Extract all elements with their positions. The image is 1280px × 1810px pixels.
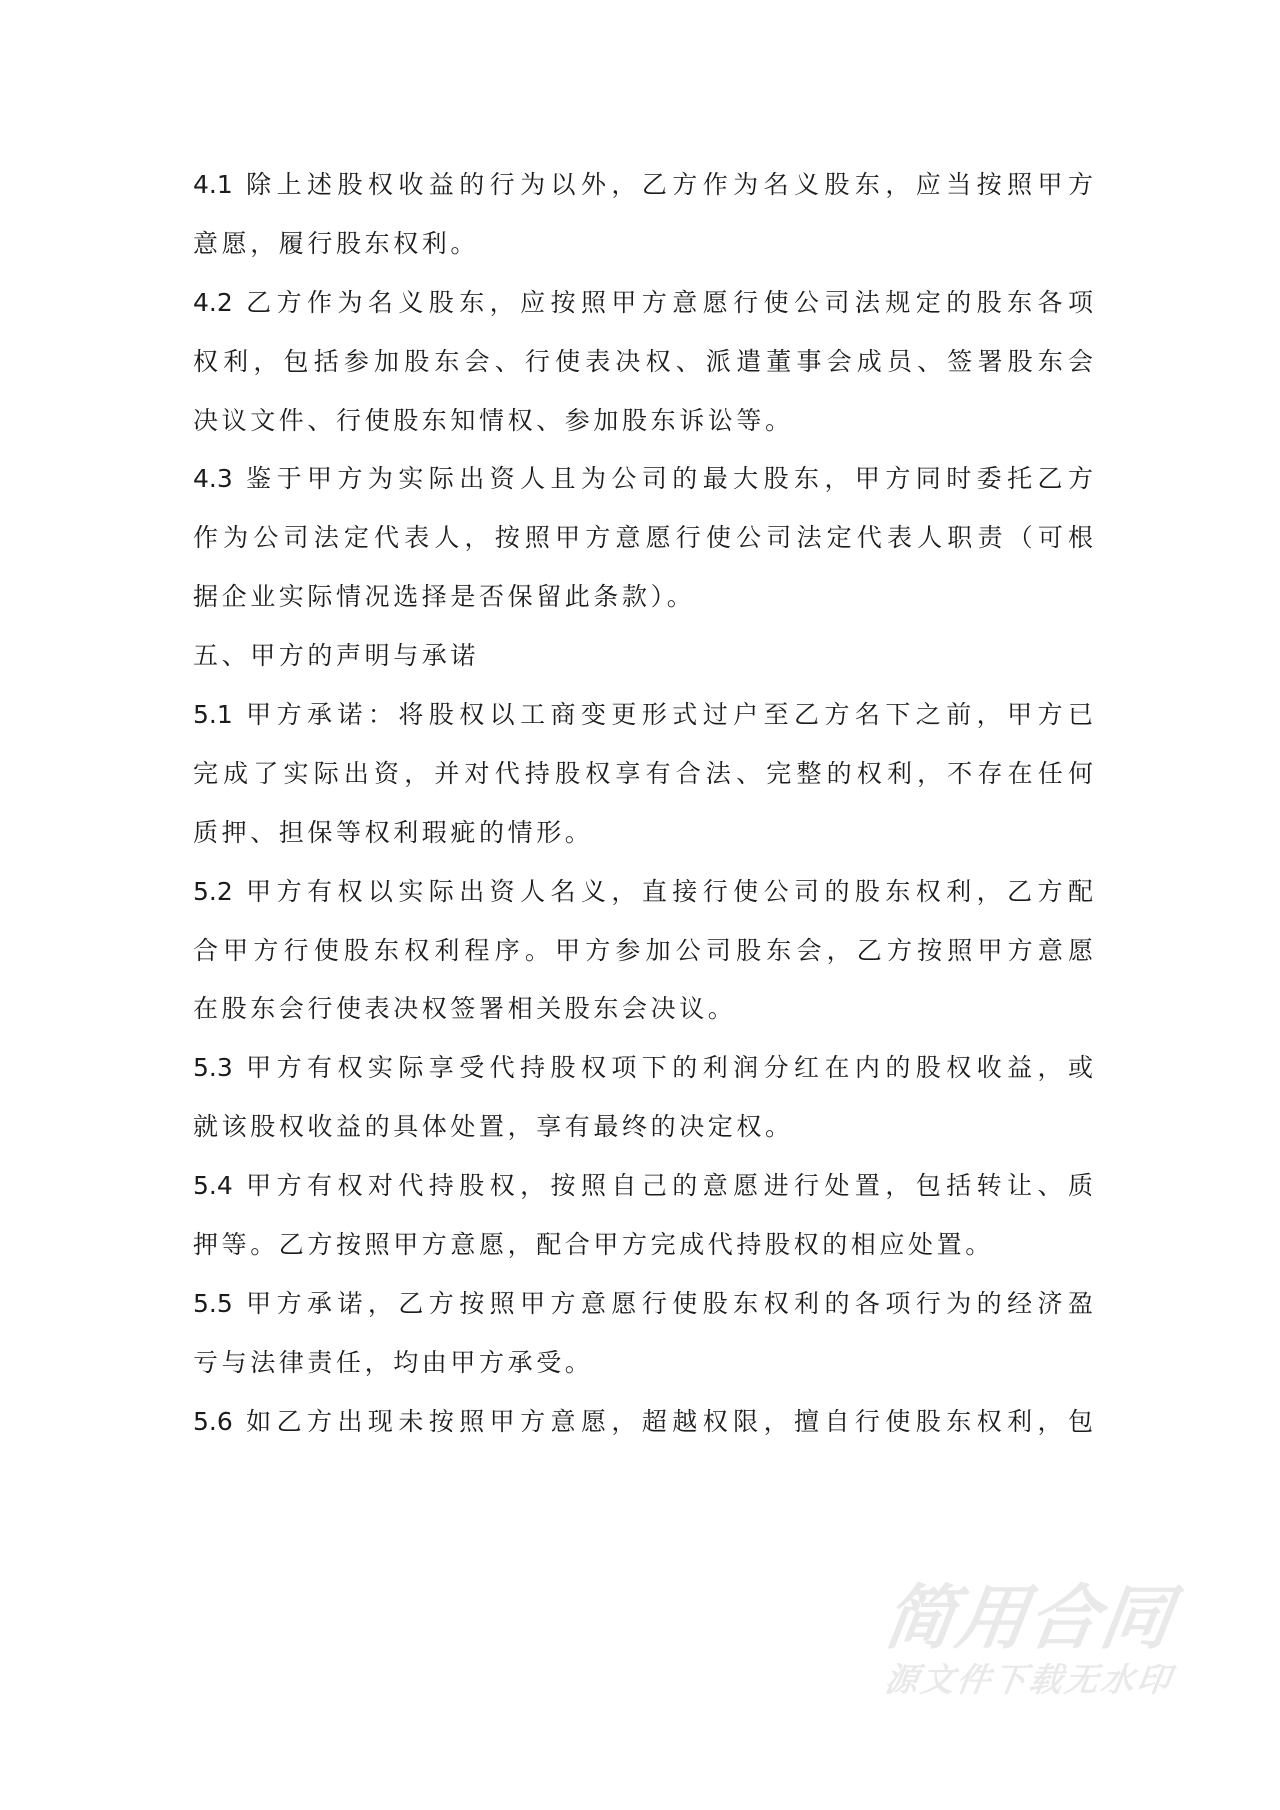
clause-5-3-line-1: 5.3 甲方有权实际享受代持股权项下的利润分红在内的股权收益，或 (193, 1053, 1093, 1083)
clause-4-3-line-3: 据企业实际情况选择是否保留此条款）。 (193, 582, 696, 612)
clause-5-5-line-1: 5.5 甲方承诺，乙方按照甲方意愿行使股东权利的各项行为的经济盈 (193, 1288, 1093, 1318)
clause-5-1-line-1: 5.1 甲方承诺：将股权以工商变更形式过户至乙方名下之前，甲方已 (193, 700, 1093, 730)
document-body (193, 156, 1093, 1452)
clause-4-3-line-2: 作为公司法定代表人，按照甲方意愿行使公司法定代表人职责（可根 (193, 523, 1093, 553)
clause-5-6-line-1: 5.6 如乙方出现未按照甲方意愿，超越权限，擅自行使股东权利，包 (193, 1406, 1093, 1436)
clause-5-1-line-2: 完成了实际出资，并对代持股权享有合法、完整的权利，不存在任何 (193, 758, 1093, 788)
clause-5-1-line-3: 质押、担保等权利瑕疵的情形。 (193, 817, 594, 847)
clause-5-4-line-1: 5.4 甲方有权对代持股权，按照自己的意愿进行处置，包括转让、质 (193, 1171, 1093, 1201)
clause-4-1-line-2: 意愿，履行股东权利。 (193, 228, 480, 258)
watermark-title: 简用合同 (879, 1577, 1179, 1659)
clause-4-2-line-1: 4.2 乙方作为名义股东，应按照甲方意愿行使公司法规定的股东各项 (193, 287, 1093, 317)
clause-5-4-line-2: 押等。乙方按照甲方意愿，配合甲方完成代持股权的相应处置。 (193, 1230, 994, 1260)
clause-5-5-line-2: 亏与法律责任，均由甲方承受。 (193, 1347, 594, 1377)
clause-4-2-line-3: 决议文件、行使股东知情权、参加股东诉讼等。 (193, 405, 794, 435)
watermark-subtitle: 源文件下载无水印 (882, 1660, 1176, 1699)
clause-5-2-line-1: 5.2 甲方有权以实际出资人名义，直接行使公司的股东权利，乙方配 (193, 876, 1093, 906)
section-5-heading: 五、甲方的声明与承诺 (193, 641, 480, 671)
clause-5-2-line-3: 在股东会行使表决权签署相关股东会决议。 (193, 994, 737, 1024)
clause-4-2-line-2: 权利，包括参加股东会、行使表决权、派遣董事会成员、签署股东会 (193, 346, 1093, 376)
clause-5-3-line-2: 就该股权收益的具体处置，享有最终的决定权。 (193, 1112, 794, 1142)
clause-5-2-line-2: 合甲方行使股东权利程序。甲方参加公司股东会，乙方按照甲方意愿 (193, 935, 1093, 965)
watermark (879, 1577, 1205, 1702)
clause-4-3-line-1: 4.3 鉴于甲方为实际出资人且为公司的最大股东，甲方同时委托乙方 (193, 464, 1093, 494)
clause-4-1-line-1: 4.1 除上述股权收益的行为以外，乙方作为名义股东，应当按照甲方 (193, 170, 1093, 199)
